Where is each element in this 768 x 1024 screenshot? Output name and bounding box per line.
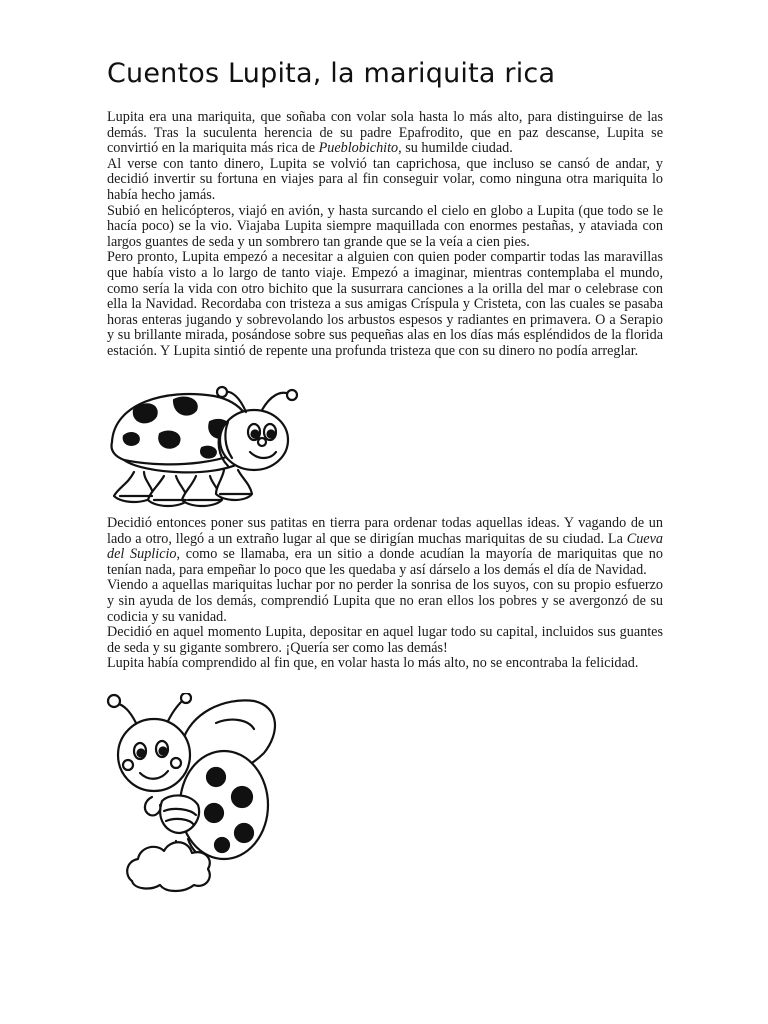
story-title: Cuentos Lupita, la mariquita rica xyxy=(107,58,556,89)
paragraph: Lupita era una mariquita, que soñaba con volar sola hasta lo más alto, para distinguirse de las demás. Tras la suculenta herencia de su padre Epafrodito, que en paz descanse, Lupita se convirtió en la mariquita más rica de Pueblobichito, su humilde ciudad. xyxy=(107,109,663,157)
paragraph: Decidió entonces poner sus patitas en tierra para ordenar todas aquellas ideas. Y vagando de un lado a otro, llegó a un extraño lugar al que se dirigían muchas mariquitas de su ciudad. La Cueva del Suplicio, como se llamaba, era un sitio a donde acudían la mayoría de mariquitas que no tenían nada, para empeñar lo poco que les quedaba y así dárselo a los demás el día de Navidad. xyxy=(107,515,663,578)
story-text-top xyxy=(107,110,663,360)
paragraph: Decidió en aquel momento Lupita, depositar en aquel lugar todo su capital, incluidos sus guantes de seda y su gigante sombrero. ¡Quería ser como las demás! xyxy=(107,624,663,656)
story-text-bottom xyxy=(107,516,663,672)
ladybug-walking-icon xyxy=(104,382,300,514)
paragraph: Pero pronto, Lupita empezó a necesitar a alguien con quien poder compartir todas las maravillas que había visto a lo largo de tanto viaje. Empezó a imaginar, mientras contemplaba el mundo, como sería la vida con otro bichito que la susurrara canciones a la orilla del mar o celebrase con ella la Navidad. Recordaba con tristeza a sus amigas Críspula y Cristeta, con las cuales se pasaba horas enteras jugando y sobrevolando los arbustos espesos y radiantes en primavera. O a Serapio y su brillante mirada, posándose sobre sus pequeñas alas en los días más espléndidos de la florida estación. Y Lupita sintió de repente una profunda tristeza que con su dinero no podía arreglar. xyxy=(107,249,663,359)
ladybug-flying-icon xyxy=(104,693,284,895)
paragraph: Al verse con tanto dinero, Lupita se volvió tan caprichosa, que incluso se cansó de andar, y decidió invertir su fortuna en viajes para al fin conseguir volar, como ninguna otra mariquita lo había hecho jamás. xyxy=(107,155,663,203)
paragraph: Viendo a aquellas mariquitas luchar por no perder la sonrisa de los suyos, con su propio esfuerzo y sin ayuda de los demás, comprendió Lupita que no eran ellos los pobres y se avergonzó de su codicia y su vanidad. xyxy=(107,577,663,625)
paragraph: Lupita había comprendido al fin que, en volar hasta lo más alto, no se encontraba la felicidad. xyxy=(107,655,639,672)
paragraph: Subió en helicópteros, viajó en avión, y hasta surcando el cielo en globo a Lupita (que todo se le hacía poco) se la vio. Viajaba Lupita siempre maquillada con enormes pestañas, y ataviada con largos guantes de seda y un sombrero tan grande que se la veía a cien pies. xyxy=(107,202,663,250)
